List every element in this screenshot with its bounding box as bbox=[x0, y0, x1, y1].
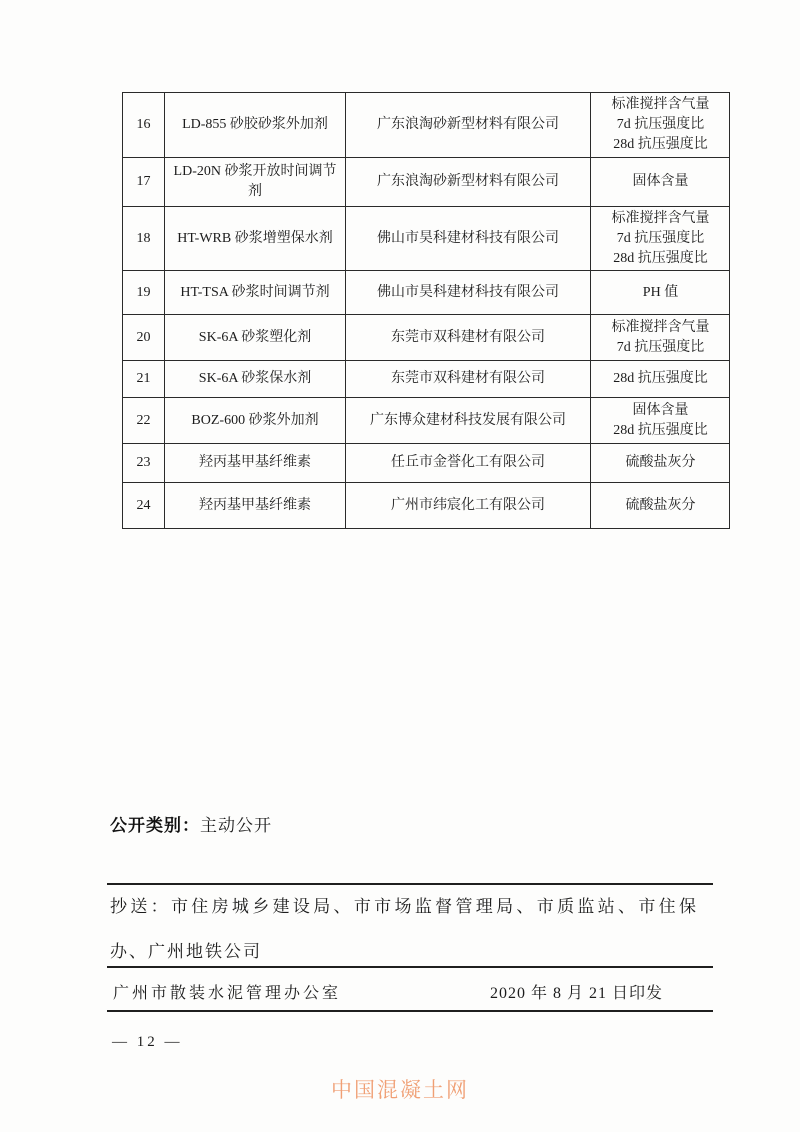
print-date: 2020 年 8 月 21 日印发 bbox=[489, 984, 663, 1002]
company-name: 佛山市昊科建材科技有限公司 bbox=[346, 207, 591, 271]
row-number: 20 bbox=[123, 315, 165, 361]
test-item-line: 28d 抗压强度比 bbox=[613, 371, 708, 386]
test-item-line: 固体含量 bbox=[632, 402, 689, 418]
watermark-text: 中国混凝土网 bbox=[331, 1079, 469, 1102]
test-item-line: 7d 抗压强度比 bbox=[616, 230, 705, 246]
table-row bbox=[123, 444, 729, 483]
test-item-line: PH 值 bbox=[642, 284, 679, 300]
test-items bbox=[591, 93, 730, 158]
test-items bbox=[591, 483, 730, 528]
product-name: SK-6A 砂浆塑化剂 bbox=[165, 315, 346, 361]
product-name: HT-TSA 砂浆时间调节剂 bbox=[165, 271, 346, 315]
table-row bbox=[123, 93, 729, 158]
table-row bbox=[123, 315, 729, 361]
test-items bbox=[591, 207, 730, 271]
product-name: 羟丙基甲基纤维素 bbox=[165, 444, 346, 483]
table-row bbox=[123, 271, 729, 315]
page-number: — 12 — bbox=[112, 1034, 183, 1050]
row-number: 22 bbox=[123, 398, 165, 444]
test-items bbox=[591, 361, 730, 398]
table-row bbox=[123, 207, 729, 271]
cc-label: 抄送： bbox=[110, 897, 171, 916]
product-name: HT-WRB 砂浆增塑保水剂 bbox=[165, 207, 346, 271]
divider-bottom bbox=[107, 1010, 713, 1012]
test-item-line: 固体含量 bbox=[632, 174, 689, 189]
row-number: 19 bbox=[123, 271, 165, 315]
test-items bbox=[591, 444, 730, 483]
company-name: 东莞市双科建材有限公司 bbox=[346, 361, 591, 398]
company-name: 佛山市昊科建材科技有限公司 bbox=[346, 271, 591, 315]
product-approval-table bbox=[122, 92, 730, 529]
test-items bbox=[591, 158, 730, 207]
product-name: LD-20N 砂浆开放时间调节剂 bbox=[165, 158, 346, 207]
test-items bbox=[591, 271, 730, 315]
test-item-line: 28d 抗压强度比 bbox=[613, 250, 708, 266]
company-name: 东莞市双科建材有限公司 bbox=[346, 315, 591, 361]
test-item-line: 硫酸盐灰分 bbox=[625, 455, 696, 470]
row-number: 23 bbox=[123, 444, 165, 483]
test-item-line: 7d 抗压强度比 bbox=[616, 117, 705, 132]
company-name: 广东浪淘砂新型材料有限公司 bbox=[346, 158, 591, 207]
company-name: 任丘市金誉化工有限公司 bbox=[346, 444, 591, 483]
product-name: 羟丙基甲基纤维素 bbox=[165, 483, 346, 528]
test-item-line: 标准搅拌含气量 bbox=[611, 210, 710, 226]
test-item-line: 硫酸盐灰分 bbox=[625, 497, 696, 513]
issuing-row bbox=[113, 974, 712, 1008]
approval-table-body bbox=[123, 93, 729, 528]
test-item-line: 7d 抗压强度比 bbox=[616, 339, 705, 355]
issuing-office: 广州市散装水泥管理办公室 bbox=[113, 984, 342, 1002]
company-name: 广州市纬宸化工有限公司 bbox=[346, 483, 591, 528]
table-row bbox=[123, 398, 729, 444]
table-row bbox=[123, 158, 729, 207]
row-number: 17 bbox=[123, 158, 165, 207]
table-row bbox=[123, 361, 729, 398]
product-name: BOZ-600 砂浆外加剂 bbox=[165, 398, 346, 444]
test-item-line: 标准搅拌含气量 bbox=[611, 319, 710, 335]
row-number: 21 bbox=[123, 361, 165, 398]
test-items bbox=[591, 398, 730, 444]
table-row bbox=[123, 483, 729, 528]
product-name: LD-855 砂胶砂浆外加剂 bbox=[165, 93, 346, 158]
test-item-line: 28d 抗压强度比 bbox=[613, 422, 708, 438]
test-item-line: 标准搅拌含气量 bbox=[611, 97, 710, 112]
disclosure-value: 主动公开 bbox=[200, 816, 272, 835]
row-number: 16 bbox=[123, 93, 165, 158]
cc-value: 市住房城乡建设局、市市场监督管理局、市质监站、市住保办、广州地铁公司 bbox=[110, 897, 699, 961]
company-name: 广东博众建材科技发展有限公司 bbox=[346, 398, 591, 444]
test-items bbox=[591, 315, 730, 361]
test-item-line: 28d 抗压强度比 bbox=[613, 137, 708, 152]
disclosure-category-line bbox=[110, 811, 272, 836]
company-name: 广东浪淘砂新型材料有限公司 bbox=[346, 93, 591, 158]
product-name: SK-6A 砂浆保水剂 bbox=[165, 361, 346, 398]
cc-block bbox=[110, 884, 698, 974]
row-number: 18 bbox=[123, 207, 165, 271]
row-number: 24 bbox=[123, 483, 165, 528]
disclosure-label: 公开类别： bbox=[110, 816, 200, 835]
